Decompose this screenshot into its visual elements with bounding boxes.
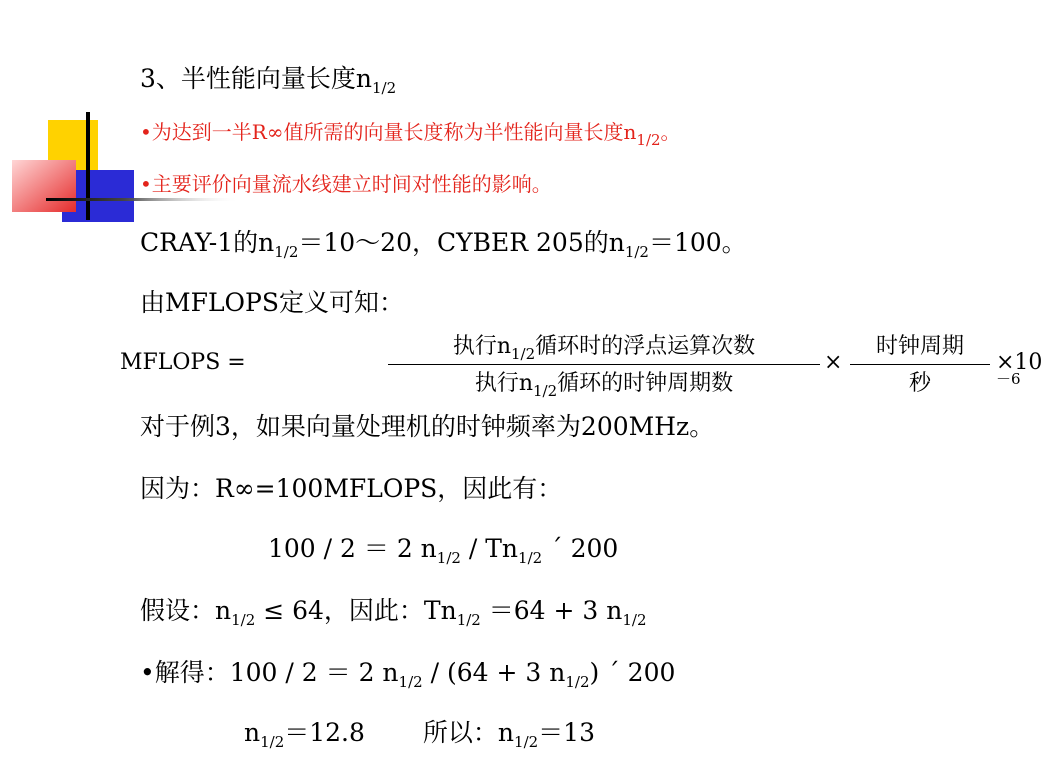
logo-red-square	[12, 160, 76, 212]
logo-horizontal-line	[46, 198, 240, 201]
formula-lhs: MFLOPS =	[120, 350, 246, 375]
formula-scale: $\times 10^{-6}$	[996, 350, 1042, 388]
formula-times: ×	[824, 350, 843, 375]
fraction-numerator: 执行$n_{1/2}$循环时的浮点运算次数	[388, 330, 820, 365]
formula-fraction-clock	[850, 330, 990, 399]
fraction-numerator: 时钟周期	[850, 330, 990, 365]
fraction-denominator: 执行$n_{1/2}$循环的时钟周期数	[474, 371, 734, 400]
mflops-definition-line: 由MFLOPS定义可知：	[140, 288, 404, 317]
fraction-denominator: 秒	[908, 371, 931, 396]
because-line: 因为：R∞=100MFLOPS，因此有：	[140, 474, 563, 503]
formula-fraction-operations	[388, 330, 820, 399]
example-line: 对于例3，如果向量处理机的时钟频率为200MHz。	[140, 412, 715, 441]
logo-vertical-bar	[86, 112, 90, 220]
bullet-evaluation: •主要评价向量流水线建立时间对性能的影响。	[140, 172, 552, 196]
equation-line: 100 / 2 ＝ 2 $n_{1/2} / Tn_{1/2}$ ´ 200	[268, 534, 619, 567]
solution-line: •解得：100 / 2 ＝ 2 $n_{1/2} / (64 + 3$ $n_{1/2}$) ´ 200	[140, 658, 676, 691]
cray-cyber-line: CRAY-1的$n_{1/2}=10\sim 20$，CYBER 205的$n_{1/2}=100$。	[140, 228, 747, 261]
mflops-formula	[120, 330, 1042, 404]
bullet-definition: •为达到一半R∞值所需的向量长度称为半性能向量长度$n_{1/2}$。	[140, 120, 681, 149]
assumption-line: 假设：$n_{1/2} \le 64$，因此：$Tn_{1/2} =64 + 3$ $n_{1/2}$	[140, 596, 647, 629]
result-line: $n_{1/2}=12.8$ 所以：$n_{1/2}=13$	[244, 718, 595, 751]
slide-heading: 3、半性能向量长度$n_{1/2}$	[140, 64, 397, 97]
